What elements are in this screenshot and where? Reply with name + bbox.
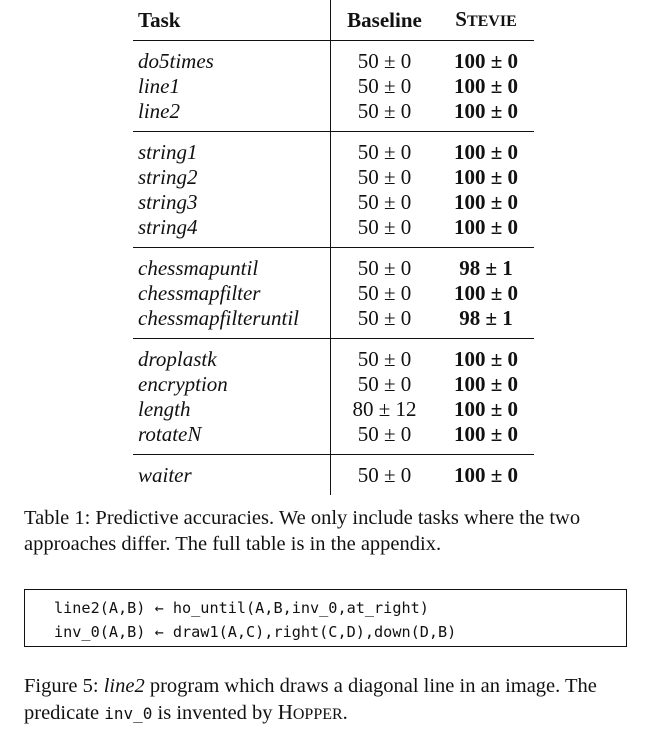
baseline-cell: 80 ± 12 xyxy=(331,397,439,422)
code-line-2: inv_0(A,B) ← draw1(A,C),right(C,D),down(D,B) xyxy=(54,623,457,641)
table-caption: Table 1: Predictive accuracies. We only include tasks where the two approaches differ. The full table is in the appendix. xyxy=(24,507,581,555)
header-task: Task xyxy=(133,0,331,41)
table-row xyxy=(133,372,534,397)
stevie-cell: 98 ± 1 xyxy=(438,306,534,339)
table-row xyxy=(133,455,534,496)
stevie-cell: 100 ± 0 xyxy=(453,397,519,421)
header-stevie xyxy=(438,0,534,41)
table-row xyxy=(133,422,534,455)
stevie-cell: 98 ± 1 xyxy=(459,256,513,280)
stevie-cell: 100 ± 0 xyxy=(453,347,519,371)
task-name-cell: string2 xyxy=(138,165,198,189)
baseline-cell: 50 ± 0 xyxy=(331,372,439,397)
task-name-cell: rotateN xyxy=(133,422,331,455)
table-row xyxy=(133,99,534,132)
table-row xyxy=(133,132,534,166)
table-row xyxy=(133,248,534,282)
task-name-cell: length xyxy=(138,397,191,421)
figure-label: Figure 5: xyxy=(24,675,104,697)
stevie-cell: 100 ± 0 xyxy=(438,215,534,248)
task-name-cell: waiter xyxy=(138,463,192,487)
hopper-first: H xyxy=(277,700,293,724)
baseline-cell: 50 ± 0 xyxy=(331,74,439,99)
task-name-cell: chessmapfilteruntil xyxy=(133,306,331,339)
baseline-cell: 50 ± 0 xyxy=(331,281,439,306)
stevie-cell: 100 ± 0 xyxy=(453,49,519,73)
baseline-cell: 50 ± 0 xyxy=(331,306,439,339)
baseline-cell: 50 ± 0 xyxy=(331,248,439,282)
stevie-cell: 100 ± 0 xyxy=(453,463,519,487)
table-row xyxy=(133,74,534,99)
hopper-rest: OPPER xyxy=(292,706,343,723)
baseline-cell: 50 ± 0 xyxy=(331,190,439,215)
header-baseline: Baseline xyxy=(331,0,439,41)
table-body xyxy=(133,41,534,496)
baseline-cell: 50 ± 0 xyxy=(331,422,439,455)
header-stevie-rest: TEVIE xyxy=(466,12,517,30)
code-listing xyxy=(24,589,627,647)
baseline-cell: 50 ± 0 xyxy=(331,215,439,248)
task-name-cell: do5times xyxy=(138,49,214,73)
stevie-cell: 100 ± 0 xyxy=(453,281,519,305)
stevie-cell: 100 ± 0 xyxy=(453,140,519,164)
baseline-cell: 50 ± 0 xyxy=(331,99,439,132)
header-stevie-first: S xyxy=(455,6,467,31)
stevie-cell: 100 ± 0 xyxy=(438,99,534,132)
task-name-cell: encryption xyxy=(138,372,228,396)
baseline-cell: 50 ± 0 xyxy=(331,41,439,75)
table-row xyxy=(133,339,534,373)
table-row xyxy=(133,306,534,339)
task-name-cell: string1 xyxy=(138,140,198,164)
figure-text-1: program which draws a diagonal line in an image. The predicate xyxy=(24,675,597,724)
task-name-cell: line2 xyxy=(133,99,331,132)
stevie-cell: 100 ± 0 xyxy=(453,190,519,214)
table-row xyxy=(133,165,534,190)
stevie-cell: 100 ± 0 xyxy=(453,74,519,98)
task-name-cell: chessmapuntil xyxy=(138,256,259,280)
task-name-cell: line1 xyxy=(138,74,180,98)
baseline-cell: 50 ± 0 xyxy=(331,165,439,190)
results-table xyxy=(133,0,534,495)
figure-text-2: is invented by xyxy=(152,702,278,724)
task-name-cell: droplastk xyxy=(138,347,217,371)
stevie-cell: 100 ± 0 xyxy=(453,372,519,396)
task-name-cell: chessmapfilter xyxy=(138,281,261,305)
task-name-cell: string4 xyxy=(133,215,331,248)
baseline-cell: 50 ± 0 xyxy=(331,339,439,373)
table-row xyxy=(133,41,534,75)
figure-text-3: . xyxy=(342,702,348,724)
table-row xyxy=(133,397,534,422)
baseline-cell: 50 ± 0 xyxy=(331,455,439,496)
table-row xyxy=(133,281,534,306)
table-row xyxy=(133,190,534,215)
figure-program-name: line2 xyxy=(103,675,145,697)
stevie-cell: 100 ± 0 xyxy=(438,422,534,455)
table-header-row xyxy=(133,0,534,41)
figure-caption xyxy=(24,673,654,728)
task-name-cell: string3 xyxy=(138,190,198,214)
stevie-cell: 100 ± 0 xyxy=(453,165,519,189)
table-row xyxy=(133,215,534,248)
figure-predicate: inv_0 xyxy=(104,704,153,723)
code-line-1: line2(A,B) ← ho_until(A,B,inv_0,at_right) xyxy=(54,599,429,617)
baseline-cell: 50 ± 0 xyxy=(331,132,439,166)
